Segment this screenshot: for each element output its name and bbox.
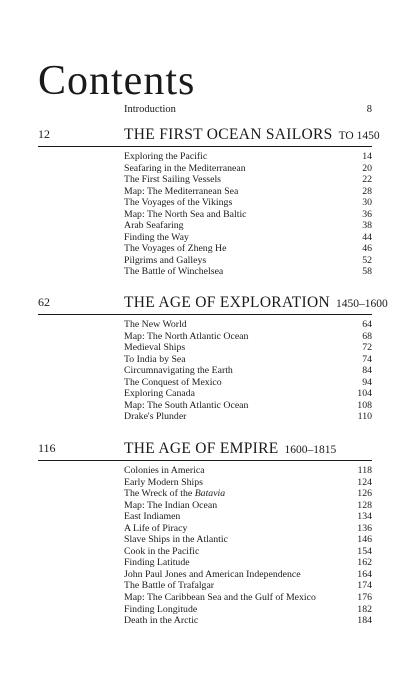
toc-entry[interactable] <box>124 400 372 412</box>
toc-entry-title: Death in the Arctic <box>124 615 199 627</box>
toc-entry[interactable] <box>124 377 372 389</box>
toc-entry[interactable] <box>124 209 372 221</box>
toc-entry[interactable] <box>124 557 372 569</box>
toc-entry-page: 46 <box>362 243 372 255</box>
toc-entry[interactable] <box>124 266 372 278</box>
toc-entry-title: The Conquest of Mexico <box>124 376 222 388</box>
toc-entry[interactable] <box>124 580 372 592</box>
section-page-number: 116 <box>38 441 56 455</box>
toc-entry-page: 136 <box>357 522 372 534</box>
toc-entry-page: 22 <box>362 174 372 186</box>
toc-entry-title: Map: The Mediterranean Sea <box>124 185 239 197</box>
toc-entry[interactable] <box>124 569 372 581</box>
toc-entry-page: 154 <box>357 545 372 557</box>
toc-entry[interactable] <box>124 151 372 163</box>
toc-entry-page: 110 <box>357 411 372 423</box>
section-page-number: 12 <box>38 127 50 141</box>
toc-entry-page: 52 <box>362 254 372 266</box>
toc-entry-title: The Battle of Trafalgar <box>124 580 215 592</box>
section-date-range: TO 1450 <box>338 130 380 142</box>
toc-entry-title: Early Modern Ships <box>124 476 203 488</box>
section-entries <box>124 315 372 423</box>
toc-entry-page: 146 <box>357 534 372 546</box>
section-page-number: 62 <box>38 295 50 309</box>
toc-entry[interactable] <box>124 342 372 354</box>
toc-entry-page: 184 <box>357 615 372 627</box>
toc-entry[interactable] <box>124 534 372 546</box>
toc-entry-page: 134 <box>357 511 372 523</box>
toc-entry-title: Slave Ships in the Atlantic <box>124 534 228 546</box>
toc-entry-page: 20 <box>362 162 372 174</box>
toc-entry-page: 128 <box>357 499 372 511</box>
toc-entry-title: To India by Sea <box>124 353 186 365</box>
toc-entry-title: Exploring the Pacific <box>124 151 208 162</box>
toc-entry-page: 44 <box>362 231 372 243</box>
toc-entry-title: Map: The Caribbean Sea and the Gulf of Mexico <box>124 592 316 604</box>
toc-entry-title: Seafaring in the Mediterranean <box>124 162 246 174</box>
toc-entry-page: 126 <box>357 488 372 500</box>
section-first-ocean-sailors <box>0 122 400 278</box>
toc-entry-title: The First Sailing Vessels <box>124 174 221 186</box>
toc-entry-page: 124 <box>357 476 372 488</box>
toc-entry-page: 68 <box>362 330 372 342</box>
toc-entry-page: 28 <box>362 185 372 197</box>
section-header <box>38 436 372 461</box>
intro-entry[interactable] <box>124 104 372 115</box>
section-age-of-empire <box>0 436 400 627</box>
toc-entry[interactable] <box>124 477 372 489</box>
toc-entry-page: 38 <box>362 220 372 232</box>
toc-entry-page: 118 <box>357 465 372 476</box>
toc-entry[interactable] <box>124 592 372 604</box>
toc-entry-title: Drake's Plunder <box>124 411 187 423</box>
section-title-text: THE FIRST OCEAN SAILORS <box>124 126 333 143</box>
toc-entry-title: The Wreck of the Batavia <box>124 488 226 500</box>
toc-entry[interactable] <box>124 331 372 343</box>
section-title-text: THE AGE OF EMPIRE <box>124 440 279 457</box>
toc-entry-page: 108 <box>357 399 372 411</box>
toc-entry[interactable] <box>124 186 372 198</box>
toc-entry[interactable] <box>124 197 372 209</box>
toc-entry-page: 164 <box>357 568 372 580</box>
toc-entry-page: 74 <box>362 353 372 365</box>
toc-entry[interactable] <box>124 500 372 512</box>
intro-page: 8 <box>366 104 372 115</box>
toc-entry[interactable] <box>124 354 372 366</box>
toc-entry-page: 182 <box>357 603 372 615</box>
section-entries <box>124 461 372 627</box>
section-title <box>124 126 380 144</box>
toc-entry[interactable] <box>124 523 372 535</box>
toc-entry[interactable] <box>124 174 372 186</box>
section-header <box>38 290 388 315</box>
toc-entry[interactable] <box>124 488 372 500</box>
toc-entry-page: 104 <box>357 388 372 400</box>
toc-entry-title: Arab Seafaring <box>124 220 184 232</box>
toc-entry-title: A Life of Piracy <box>124 522 188 534</box>
toc-entry-title: East Indiamen <box>124 511 181 523</box>
ship-name-italic: Batavia <box>194 488 226 500</box>
toc-entry-title: Medieval Ships <box>124 342 186 354</box>
toc-entry-page: 30 <box>362 197 372 209</box>
section-title <box>124 440 336 458</box>
toc-entry-page: 162 <box>357 557 372 569</box>
toc-entry-page: 176 <box>357 592 372 604</box>
toc-entry-title: Exploring Canada <box>124 388 196 400</box>
toc-entry-title: The Battle of Winchelsea <box>124 266 224 278</box>
toc-entry[interactable] <box>124 511 372 523</box>
toc-entry[interactable] <box>124 163 372 175</box>
toc-entry-page: 94 <box>362 376 372 388</box>
toc-entry-title: Map: The North Sea and Baltic <box>124 208 247 220</box>
toc-entry-title: Pilgrims and Galleys <box>124 254 207 266</box>
toc-entry-title: The Voyages of Zheng He <box>124 243 227 255</box>
toc-entry-page: 64 <box>362 319 372 330</box>
toc-entry[interactable] <box>124 604 372 616</box>
toc-entry-page: 72 <box>362 342 372 354</box>
toc-entry[interactable] <box>124 232 372 244</box>
toc-entry-page: 36 <box>362 208 372 220</box>
toc-entry-page: 58 <box>362 266 372 278</box>
toc-entry-title: Finding Latitude <box>124 557 190 569</box>
toc-entry[interactable] <box>124 388 372 400</box>
page-title: Contents <box>38 58 196 104</box>
toc-entry[interactable] <box>124 255 372 267</box>
toc-entry[interactable] <box>124 546 372 558</box>
toc-entry[interactable] <box>124 411 372 423</box>
toc-entry-title: Map: The North Atlantic Ocean <box>124 330 249 342</box>
toc-entry-page: 174 <box>357 580 372 592</box>
section-date-range: 1600–1815 <box>284 444 337 456</box>
toc-entry-title: The New World <box>124 319 187 330</box>
toc-entry[interactable] <box>124 465 372 477</box>
toc-entry-title: Map: The South Atlantic Ocean <box>124 399 249 411</box>
section-title <box>124 294 388 312</box>
toc-entry-title: Circumnavigating the Earth <box>124 365 233 377</box>
toc-entry[interactable] <box>124 615 372 627</box>
toc-entry-title: Finding Longitude <box>124 603 198 615</box>
section-age-of-exploration <box>0 290 400 423</box>
toc-entry[interactable] <box>124 365 372 377</box>
section-entries <box>124 147 372 278</box>
toc-entry[interactable] <box>124 319 372 331</box>
intro-label: Introduction <box>124 104 176 115</box>
toc-entry-title: The Voyages of the Vikings <box>124 197 233 209</box>
toc-entry-title: John Paul Jones and American Independence <box>124 568 301 580</box>
section-title-text: THE AGE OF EXPLORATION <box>124 294 330 311</box>
section-date-range: 1450–1600 <box>335 298 388 310</box>
toc-entry[interactable] <box>124 243 372 255</box>
toc-entry-title: Finding the Way <box>124 231 189 243</box>
toc-entry-title: Colonies in America <box>124 465 205 476</box>
toc-entry[interactable] <box>124 220 372 232</box>
toc-entry-page: 14 <box>362 151 372 162</box>
toc-entry-page: 84 <box>362 365 372 377</box>
section-header <box>38 122 380 147</box>
toc-entry-title: Cook in the Pacific <box>124 545 200 557</box>
toc-entry-title: Map: The Indian Ocean <box>124 499 218 511</box>
